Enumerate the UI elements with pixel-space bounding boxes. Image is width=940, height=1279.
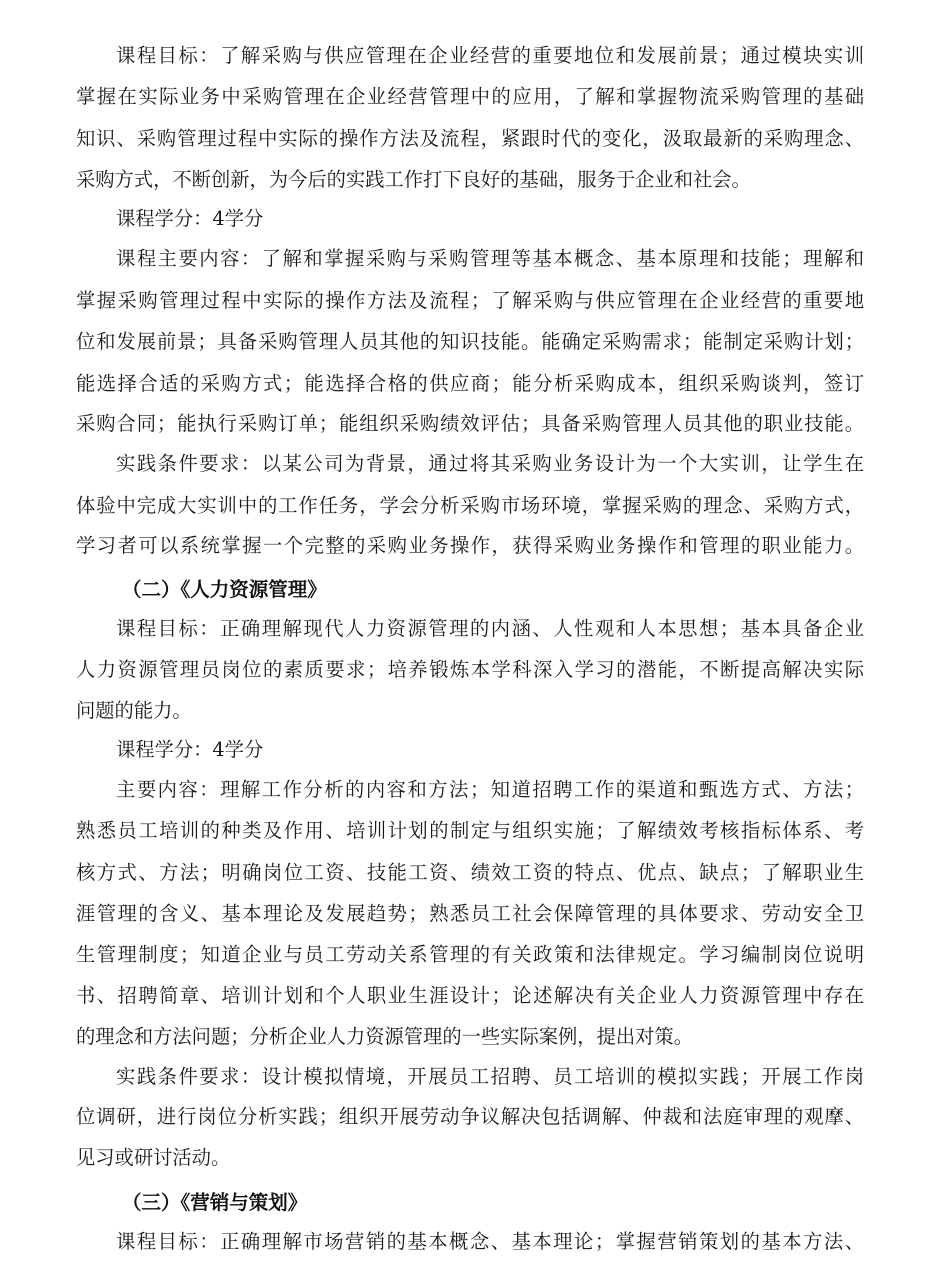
text-line: 学习者可以系统掌握一个完整的采购业务操作，获得采购业务操作和管理的职业能力。 xyxy=(76,534,864,557)
text-line: 课程学分：4学分 xyxy=(116,738,264,761)
text-line: 问题的能力。 xyxy=(76,699,192,722)
text-line: 实践条件要求：设计模拟情境，开展员工招聘、员工培训的模拟实践；开展工作岗 xyxy=(116,1065,864,1088)
text-line: 课程目标：正确理解现代人力资源管理的内涵、人性观和人本思想；基本具备企业 xyxy=(116,617,864,640)
text-line: 体验中完成大实训中的工作任务，学会分析采购市场环境，掌握采购的理念、采购方式， xyxy=(76,494,864,517)
text-line: 掌握在实际业务中采购管理在企业经营管理中的应用，了解和掌握物流采购管理的基础 xyxy=(76,85,864,108)
text-line: 熟悉员工培训的种类及作用、培训计划的制定与组织实施；了解绩效考核指标体系、考 xyxy=(76,819,864,842)
text-line: 课程目标：正确理解市场营销的基本概念、基本理论；掌握营销策划的基本方法、 xyxy=(116,1230,864,1253)
text-line: 生管理制度；知道企业与员工劳动关系管理的有关政策和法律规定。学习编制岗位说明 xyxy=(76,943,864,966)
text-line: 采购合同；能执行采购订单；能组织采购绩效评估；具备采购管理人员其他的职业技能。 xyxy=(76,412,864,435)
text-line: 见习或研讨活动。 xyxy=(76,1146,231,1169)
text-line: 书、招聘简章、培训计划和个人职业生涯设计；论述解决有关企业人力资源管理中存在 xyxy=(76,984,864,1007)
text-line: 主要内容：理解工作分析的内容和方法；知道招聘工作的渠道和甄选方式、方法； xyxy=(116,778,864,801)
text-line: 课程主要内容：了解和掌握采购与采购管理等基本概念、基本原理和技能；理解和 xyxy=(116,247,864,270)
text-line: 采购方式，不断创新，为今后的实践工作打下良好的基础，服务于企业和社会。 xyxy=(76,168,751,191)
text-line: 的理念和方法问题；分析企业人力资源管理的一些实际案例，提出对策。 xyxy=(76,1025,693,1048)
text-line: 掌握采购管理过程中实际的操作方法及流程；了解采购与供应管理在企业经营的重要地 xyxy=(76,289,864,312)
text-line: 实践条件要求：以某公司为背景，通过将其采购业务设计为一个大实训，让学生在 xyxy=(116,452,864,475)
text-line: 能选择合适的采购方式；能选择合格的供应商；能分析采购成本，组织采购谈判，签订 xyxy=(76,372,864,395)
text-line: 课程目标：了解采购与供应管理在企业经营的重要地位和发展前景；通过模块实训 xyxy=(116,44,864,67)
text-line: 知识、采购管理过程中实际的操作方法及流程，紧跟时代的变化，汲取最新的采购理念、 xyxy=(76,127,864,150)
text-line: 人力资源管理员岗位的素质要求；培养锻炼本学科深入学习的潜能，不断提高解决实际 xyxy=(76,658,864,681)
text-line: 核方式、方法；明确岗位工资、技能工资、绩效工资的特点、优点、缺点；了解职业生 xyxy=(76,861,864,884)
section-heading: （二）《人力资源管理》 xyxy=(122,578,327,601)
text-line: 位调研，进行岗位分析实践；组织开展劳动争议解决包括调解、仲裁和法庭审理的观摩、 xyxy=(76,1105,864,1128)
text-line: 涯管理的含义、基本理论及发展趋势；熟悉员工社会保障管理的具体要求、劳动安全卫 xyxy=(76,902,864,925)
text-line: 课程学分：4学分 xyxy=(116,207,264,230)
text-line: 位和发展前景；具备采购管理人员其他的知识技能。能确定采购需求；能制定采购计划； xyxy=(76,330,864,353)
section-heading: （三）《营销与策划》 xyxy=(122,1191,308,1214)
